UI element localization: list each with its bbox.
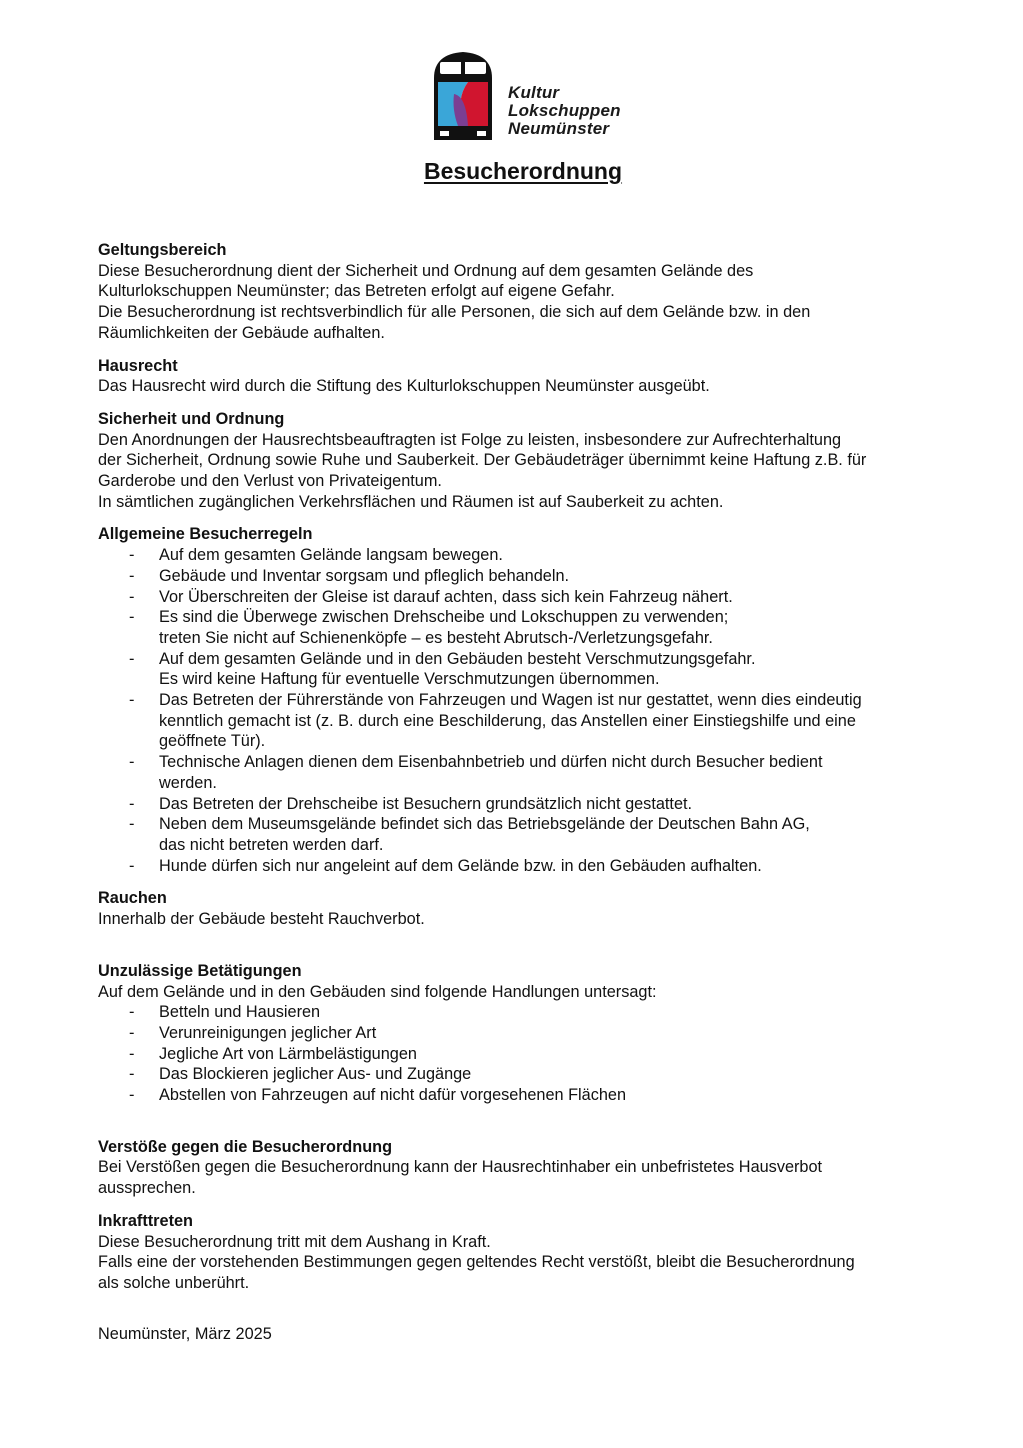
section-heading: Rauchen	[98, 889, 167, 908]
list-item-text: - Jegliche Art von Lärmbelästigungen	[159, 1044, 417, 1063]
list-item	[98, 690, 978, 752]
paragraph-line: als solche unberührt.	[98, 1273, 250, 1292]
paragraph-line: Bei Verstößen gegen die Besucherordnung kann der Hausrechtinhaber ein unbefristetes Hausverbot	[98, 1158, 823, 1177]
document-body	[98, 240, 978, 1344]
list-item-text: - Technische Anlagen dienen dem Eisenbahnbetrieb und dürfen nicht durch Besucher bedient	[159, 753, 823, 772]
list-item	[98, 752, 978, 793]
list-item	[98, 794, 978, 815]
list-item-text: - Es sind die Überwege zwischen Drehscheibe und Lokschuppen zu verwenden;	[159, 608, 729, 627]
list-item-text: werden.	[159, 773, 217, 792]
list-item-text: kenntlich gemacht ist (z. B. durch eine Beschilderung, das Anstellen einer Einstiegshilfe und eine	[159, 711, 856, 730]
paragraph-line: Die Besucherordnung ist rechtsverbindlich für alle Personen, die sich auf dem Gelände bzw. in den	[98, 303, 811, 322]
list-item	[98, 1023, 978, 1044]
dash-list	[98, 1002, 978, 1106]
paragraph-line: Falls eine der vorstehenden Bestimmungen gegen geltendes Recht verstößt, bleibt die Besucherordnung	[98, 1253, 855, 1272]
list-item	[98, 1002, 978, 1023]
section-verstosse-gegen-die-besucherordnung	[98, 1137, 978, 1199]
logo	[428, 48, 628, 144]
list-item-text: - Das Betreten der Drehscheibe ist Besuchern grundsätzlich nicht gestattet.	[159, 794, 693, 813]
locomotive-logo-icon	[428, 48, 498, 144]
list-item-text: - Auf dem gesamten Gelände und in den Gebäuden besteht Verschmutzungsgefahr.	[159, 649, 756, 668]
list-item-text: - Neben dem Museumsgelände befindet sich das Betriebsgelände der Deutschen Bahn AG,	[159, 815, 810, 834]
paragraph-line: der Sicherheit, Ordnung sowie Ruhe und Sauberkeit. Der Gebäudeträger übernimmt keine Haftung z.B. für	[98, 451, 867, 470]
list-item-text: - Hunde dürfen sich nur angeleint auf dem Gelände bzw. in den Gebäuden aufhalten.	[159, 856, 762, 875]
dash-list	[98, 545, 978, 876]
section-heading: Geltungsbereich	[98, 241, 227, 259]
list-item	[98, 566, 978, 587]
list-item-text: Es wird keine Haftung für eventuelle Verschmutzungen übernommen.	[159, 670, 660, 689]
list-item-text: - Auf dem gesamten Gelände langsam bewegen.	[159, 546, 503, 565]
paragraph-line: Räumlichkeiten der Gebäude aufhalten.	[98, 323, 385, 342]
list-item-text: - Das Blockieren jeglicher Aus- und Zugänge	[159, 1065, 472, 1084]
paragraph-line: Diese Besucherordnung dient der Sicherheit und Ordnung auf dem gesamten Gelände des	[98, 261, 754, 280]
section-rauchen	[98, 888, 978, 929]
paragraph-line: Den Anordnungen der Hausrechtsbeauftragten ist Folge zu leisten, insbesondere zur Aufrechterhaltung	[98, 430, 842, 449]
list-item	[98, 607, 978, 648]
page-title: Besucherordnung	[423, 158, 623, 184]
logo-line-2: Lokschuppen	[508, 101, 621, 120]
section-heading: Unzulässige Betätigungen	[98, 961, 302, 980]
section-heading: Sicherheit und Ordnung	[98, 409, 285, 428]
paragraph-line: Das Hausrecht wird durch die Stiftung des Kulturlokschuppen Neumünster ausgeübt.	[98, 377, 710, 396]
paragraph-line: Garderobe und den Verlust von Privateigentum.	[98, 472, 442, 491]
paragraph-line: Auf dem Gelände und in den Gebäuden sind folgende Handlungen untersagt:	[98, 982, 657, 1001]
list-item	[98, 1085, 978, 1106]
paragraph-line: In sämtlichen zugänglichen Verkehrsflächen und Räumen ist auf Sauberkeit zu achten.	[98, 492, 724, 511]
logo-line-1: Kultur	[508, 83, 560, 102]
list-item-text: - Verunreinigungen jeglicher Art	[159, 1023, 377, 1042]
section-allgemeine-besucherregeln	[98, 524, 978, 876]
list-item	[98, 649, 978, 690]
section-heading: Hausrecht	[98, 356, 178, 375]
list-item-text: treten Sie nicht auf Schienenköpfe – es besteht Abrutsch-/Verletzungsgefahr.	[159, 628, 713, 647]
paragraph-line: aussprechen.	[98, 1179, 196, 1198]
list-item-text: - Gebäude und Inventar sorgsam und pfleglich behandeln.	[159, 566, 570, 585]
list-item-text: - Das Betreten der Führerstände von Fahrzeugen und Wagen ist nur gestattet, wenn dies eindeutig	[159, 691, 862, 710]
paragraph-line: Innerhalb der Gebäude besteht Rauchverbot.	[98, 910, 425, 929]
list-item	[98, 856, 978, 877]
list-item	[98, 814, 978, 855]
place-and-date: Neumünster, März 2025	[98, 1324, 272, 1343]
paragraph-line: Diese Besucherordnung tritt mit dem Aushang in Kraft.	[98, 1232, 491, 1251]
section-hausrecht	[98, 356, 978, 397]
list-item-text: - Vor Überschreiten der Gleise ist darauf achten, dass sich kein Fahrzeug nähert.	[159, 587, 733, 606]
paragraph-line: Kulturlokschuppen Neumünster; das Betreten erfolgt auf eigene Gefahr.	[98, 282, 615, 301]
list-item-text: - Betteln und Hausieren	[159, 1003, 321, 1022]
section-unzulassige-betatigungen	[98, 961, 978, 1106]
list-item	[98, 545, 978, 566]
section-sicherheit-und-ordnung	[98, 409, 978, 513]
list-item-text: - Abstellen von Fahrzeugen auf nicht dafür vorgesehenen Flächen	[159, 1086, 627, 1105]
logo-wordmark	[508, 84, 621, 138]
section-inkrafttreten	[98, 1211, 978, 1294]
list-item-text: das nicht betreten werden darf.	[159, 835, 384, 854]
logo-line-3: Neumünster	[508, 119, 610, 138]
list-item-text: geöffnete Tür).	[159, 732, 266, 751]
list-item	[98, 1064, 978, 1085]
list-item	[98, 587, 978, 608]
section-heading: Verstöße gegen die Besucherordnung	[98, 1137, 393, 1156]
list-item	[98, 1044, 978, 1065]
section-heading: Inkrafttreten	[98, 1211, 193, 1230]
section-geltungsbereich	[98, 240, 978, 344]
section-heading: Allgemeine Besucherregeln	[98, 525, 313, 544]
